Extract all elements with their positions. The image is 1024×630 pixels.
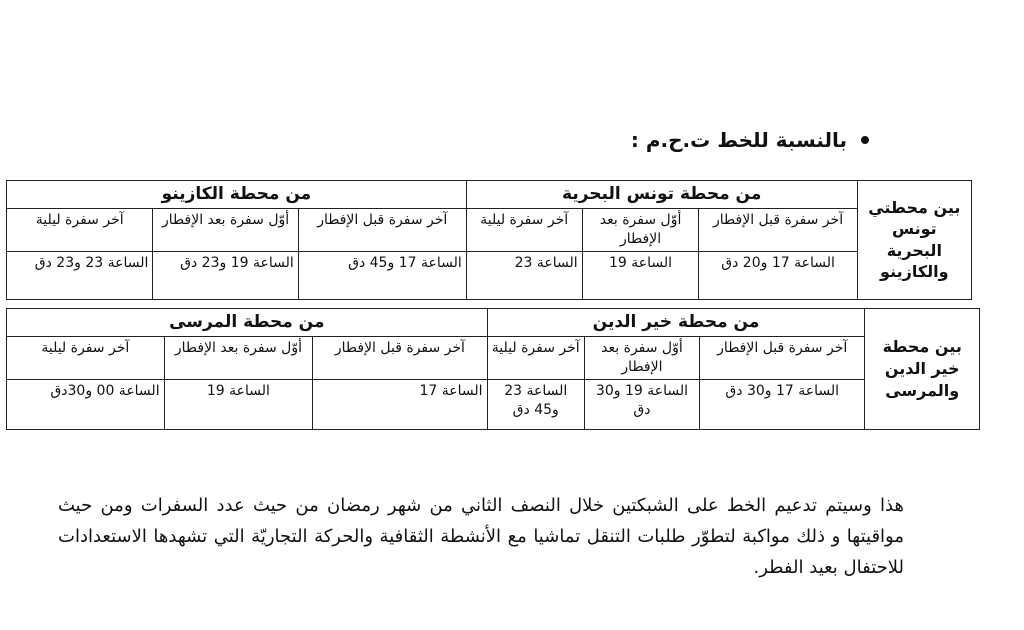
time-cell: الساعة 17 و30 دق bbox=[700, 379, 865, 429]
table-row bbox=[7, 251, 972, 299]
time-cell: الساعة 19 bbox=[582, 251, 699, 299]
station-header: من محطة الكازينو bbox=[7, 181, 467, 209]
body-paragraph: هذا وسيتم تدعيم الخط على الشبكتين خلال النصف الثاني من شهر رمضان من حيث عدد السفرات ومن حيث مواقيتها و ذلك مواكبة لتطوّر طلبات التنقل تماشيا مع الأنشطة الثقافية والحركة التجاريّة التي تشهدها الاستعدادات للاحتفال بعيد الفطر. bbox=[58, 495, 904, 578]
time-cell: الساعة 19 bbox=[164, 379, 313, 429]
table-row bbox=[7, 181, 972, 209]
column-header: آخر سفرة قبل الإفطار bbox=[313, 336, 487, 379]
row-label: بين محطتي تونس البحرية والكازينو bbox=[857, 181, 971, 300]
time-cell: الساعة 17 bbox=[313, 379, 487, 429]
station-header: من محطة تونس البحرية bbox=[466, 181, 857, 209]
column-header: أوّل سفرة بعد الإفطار bbox=[153, 208, 298, 251]
station-header: من محطة المرسى bbox=[7, 309, 488, 337]
schedule-table-tunis-casino bbox=[6, 180, 972, 300]
column-header: آخر سفرة قبل الإفطار bbox=[700, 336, 865, 379]
time-cell: الساعة 19 و30 دق bbox=[584, 379, 699, 429]
time-cell: الساعة 19 و23 دق bbox=[153, 251, 298, 299]
row-label: بين محطة خير الدين والمرسى bbox=[865, 309, 980, 430]
table-row bbox=[7, 309, 980, 337]
column-header: آخر سفرة قبل الإفطار bbox=[298, 208, 466, 251]
time-cell: الساعة 17 و45 دق bbox=[298, 251, 466, 299]
station-header: من محطة خير الدين bbox=[487, 309, 865, 337]
column-header: أوّل سفرة بعد الإفطار bbox=[584, 336, 699, 379]
column-header: آخر سفرة قبل الإفطار bbox=[699, 208, 857, 251]
column-header: أوّل سفرة بعد الإفطار bbox=[582, 208, 699, 251]
time-cell: الساعة 17 و20 دق bbox=[699, 251, 857, 299]
schedule-table-kheireddine-marsa bbox=[6, 308, 980, 430]
table-row bbox=[7, 208, 972, 251]
column-header: آخر سفرة ليلية bbox=[487, 336, 584, 379]
column-header: آخر سفرة ليلية bbox=[7, 336, 165, 379]
column-header: أوّل سفرة بعد الإفطار bbox=[164, 336, 313, 379]
time-cell: الساعة 00 و30دق bbox=[7, 379, 165, 429]
table-row bbox=[7, 379, 980, 429]
time-cell: الساعة 23 و45 دق bbox=[487, 379, 584, 429]
bullet-icon bbox=[861, 136, 869, 144]
section-heading bbox=[631, 128, 869, 152]
time-cell: الساعة 23 bbox=[466, 251, 582, 299]
table-row bbox=[7, 336, 980, 379]
time-cell: الساعة 23 و23 دق bbox=[7, 251, 153, 299]
section-heading-text: بالنسبة للخط ت.ح.م : bbox=[630, 128, 847, 152]
column-header: آخر سفرة ليلية bbox=[7, 208, 153, 251]
column-header: آخر سفرة ليلية bbox=[466, 208, 582, 251]
